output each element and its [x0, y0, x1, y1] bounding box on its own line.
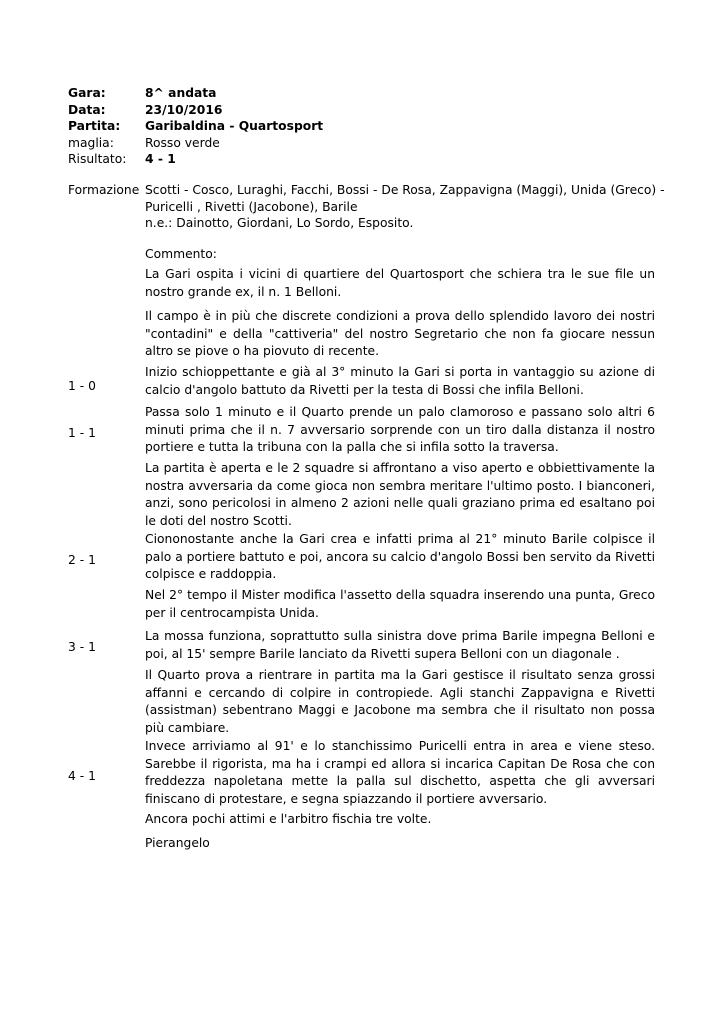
paragraph-1: La Gari ospita i vicini di quartiere del Quartosport che schiera tra le sue file un nostro grande ex, il n. 1 Belloni.: [145, 267, 655, 299]
gara-value: 8^ andata: [145, 86, 217, 100]
score-2-1: 2 - 1: [68, 553, 96, 567]
paragraph-10: Invece arriviamo al 91' e lo stanchissimo Puricelli entra in area e viene steso. Sarebbe il rigorista, ma ha i crampi ed allora si incarica Capitan De Rosa che con freddezza napoletana mette la palla sul dischetto, aspetta che gli avversari finiscano di protestare, e segna spiazzando il portiere avversario.: [145, 739, 655, 806]
formazione-line-1: Scotti - Cosco, Luraghi, Facchi, Bossi - De Rosa, Zappavigna (Maggi), Unida (Greco) -: [145, 183, 665, 197]
paragraph-7: Nel 2° tempo il Mister modifica l'assetto della squadra inserendo una punta, Greco per il centrocampista Unida.: [145, 588, 655, 620]
paragraph-6: Ciononostante anche la Gari crea e infatti prima al 21° minuto Barile colpisce il palo a portiere battuto e poi, ancora su calcio d'angolo Bossi ben servito da Rivetti colpisce e raddoppia.: [145, 532, 655, 581]
paragraph-8: La mossa funziona, soprattutto sulla sinistra dove prima Barile impegna Belloni e poi, al 15' sempre Barile lanciato da Rivetti supera Belloni con un diagonale .: [145, 629, 655, 661]
data-label: Data:: [68, 103, 106, 117]
paragraph-11: Ancora pochi attimi e l'arbitro fischia tre volte.: [145, 812, 432, 826]
paragraph-5: La partita è aperta e le 2 squadre si affrontano a viso aperto e obbiettivamente la nostra avversaria da come gioca non sembra meritare l'ultimo posto. I bianconeri, anzi, sono pericolosi in almeno 2 azioni nelle quali graziano prima ed esaltano poi le doti del nostro Scotti.: [145, 461, 655, 528]
signature: Pierangelo: [145, 836, 210, 850]
score-1-0: 1 - 0: [68, 379, 96, 393]
score-1-1: 1 - 1: [68, 426, 96, 440]
commento-title: Commento:: [145, 247, 217, 261]
risultato-label: Risultato:: [68, 152, 127, 166]
risultato-value: 4 - 1: [145, 152, 176, 166]
formazione-line-2: Puricelli , Rivetti (Jacobone), Barile: [145, 200, 358, 214]
paragraph-9: Il Quarto prova a rientrare in partita ma la Gari gestisce il risultato senza grossi affanni e cercando di colpire in contropiede. Agli stanchi Zappavigna e Rivetti (assistman) sebentrano Maggi e Jacobone ma sembra che il risultato non possa più cambiare.: [145, 668, 655, 735]
gara-label: Gara:: [68, 86, 106, 100]
paragraph-4: Passa solo 1 minuto e il Quarto prende un palo clamoroso e passano solo altri 6 minuti prima che il n. 7 avversario sorprende con un tiro dalla distanza il nostro portiere e tutta la tribuna con la palla che si infila sotto la traversa.: [145, 405, 655, 454]
formazione-label: Formazione: [68, 183, 140, 197]
maglia-value: Rosso verde: [145, 136, 220, 150]
partita-value: Garibaldina - Quartosport: [145, 119, 324, 133]
maglia-label: maglia:: [68, 136, 114, 150]
partita-label: Partita:: [68, 119, 121, 133]
data-value: 23/10/2016: [145, 103, 223, 117]
score-4-1: 4 - 1: [68, 769, 96, 783]
score-3-1: 3 - 1: [68, 640, 96, 654]
paragraph-2: Il campo è in più che discrete condizioni a prova dello splendido lavoro dei nostri "contadini" e della "cattiveria" del nostro Segretario che non fa giocare nessun altro se piove o ha piovuto di recente.: [145, 309, 655, 358]
formazione-line-3: n.e.: Dainotto, Giordani, Lo Sordo, Esposito.: [145, 216, 414, 230]
paragraph-3: Inizio schioppettante e già al 3° minuto la Gari si porta in vantaggio su azione di calcio d'angolo battuto da Rivetti per la testa di Bossi che infila Belloni.: [145, 365, 655, 397]
